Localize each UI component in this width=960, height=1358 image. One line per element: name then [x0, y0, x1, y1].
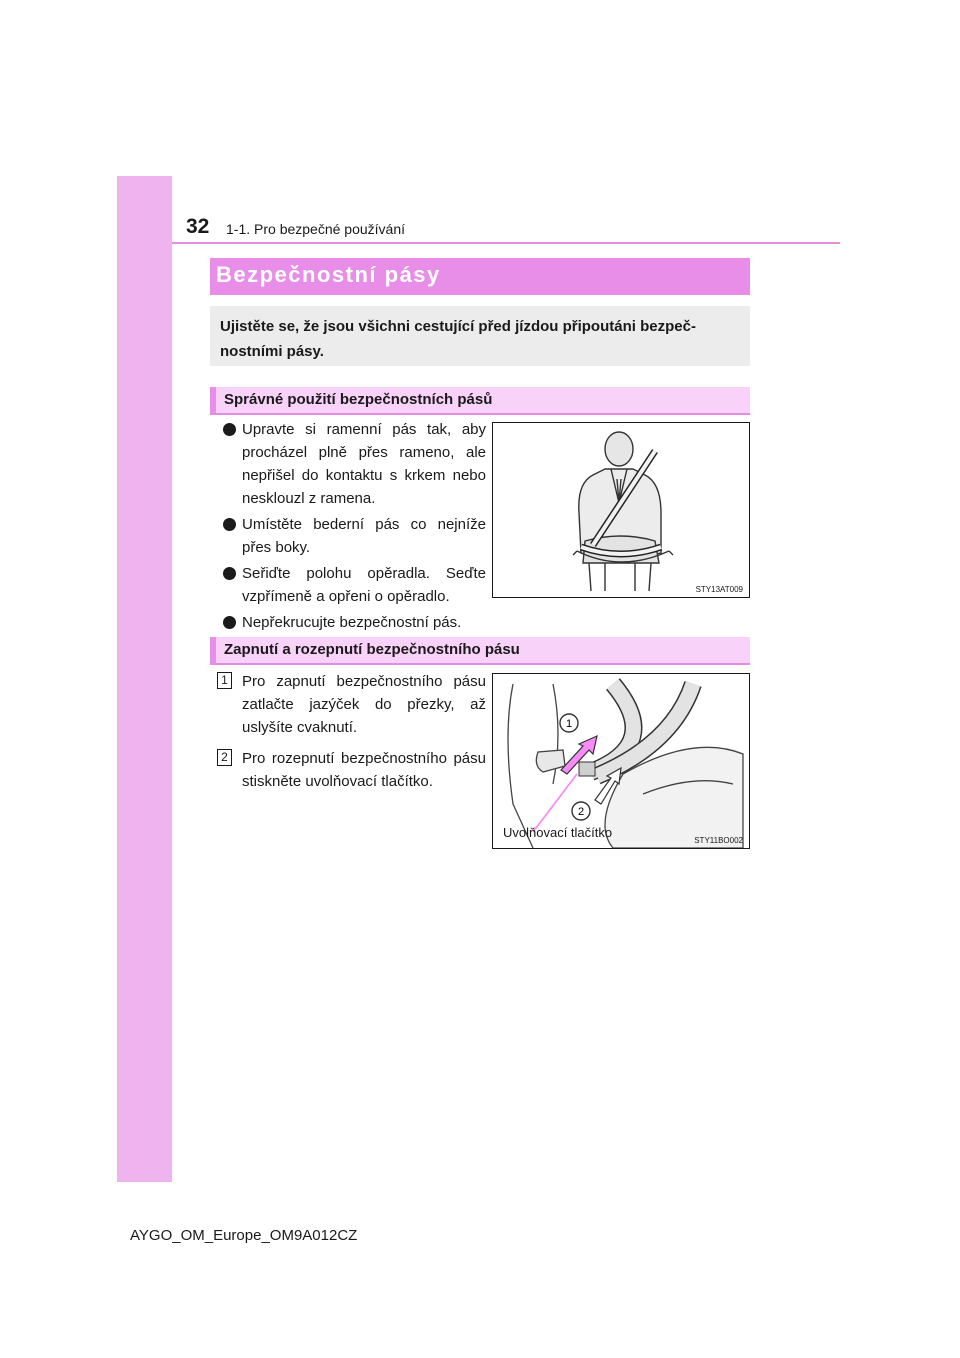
breadcrumb: 1-1. Pro bezpečné používání	[226, 221, 406, 237]
bullet-list	[216, 418, 486, 637]
figure-seated-person	[492, 422, 750, 598]
figure-buckle	[492, 673, 750, 849]
side-tab-strip	[117, 176, 172, 1182]
step-list	[216, 670, 486, 801]
list-item: Upravte si ramenní pás tak, aby procházel plně přes rameno, ale nepřišel do kontaktu s krkem nebo nesklouzl z ramena.	[216, 418, 486, 510]
list-item: Seřiďte polohu opěradla. Seďte vzpřímeně a opřeni o opěradlo.	[216, 562, 486, 608]
figure-code: STY11BO002	[694, 836, 743, 845]
intro-text: Ujistěte se, že jsou všichni cestující před jízdou připoutáni bezpeč-nostními pásy.	[220, 318, 696, 360]
list-item: Nepřekrucujte bezpečnostní pás.	[216, 611, 486, 634]
bullet-icon	[223, 423, 236, 436]
page-title: Bezpečnostní pásy	[216, 262, 441, 287]
section-title-correct-use: Správné použití bezpečnostních pásů	[224, 391, 493, 408]
section-title-fasten: Zapnutí a rozepnutí bezpečnostního pásu	[224, 641, 520, 658]
step-number: 1	[217, 672, 232, 689]
callout-1: 1	[565, 718, 573, 730]
list-item: Umístěte bederní pás co nejníže přes boky.	[216, 513, 486, 559]
step-number: 2	[217, 749, 232, 766]
buckle-illustration	[493, 674, 749, 848]
bullet-icon	[223, 567, 236, 580]
callout-2: 2	[577, 806, 585, 818]
step-item: 1 Pro zapnutí bezpečnostního pásu zatlačte jazýček do přezky, až uslyšíte cvaknutí.	[216, 670, 486, 739]
header-divider	[172, 242, 840, 244]
release-button-label: Uvolňovací tlačítko	[503, 825, 613, 840]
figure-code: STY13AT009	[695, 585, 743, 594]
page-number: 32	[186, 215, 210, 238]
seated-person-illustration	[493, 423, 749, 597]
step-item: 2 Pro rozepnutí bezpečnostního pásu stiskněte uvolňovací tlačítko.	[216, 747, 486, 793]
footer-doc-id: AYGO_OM_Europe_OM9A012CZ	[130, 1227, 358, 1244]
bullet-icon	[223, 518, 236, 531]
bullet-icon	[223, 616, 236, 629]
